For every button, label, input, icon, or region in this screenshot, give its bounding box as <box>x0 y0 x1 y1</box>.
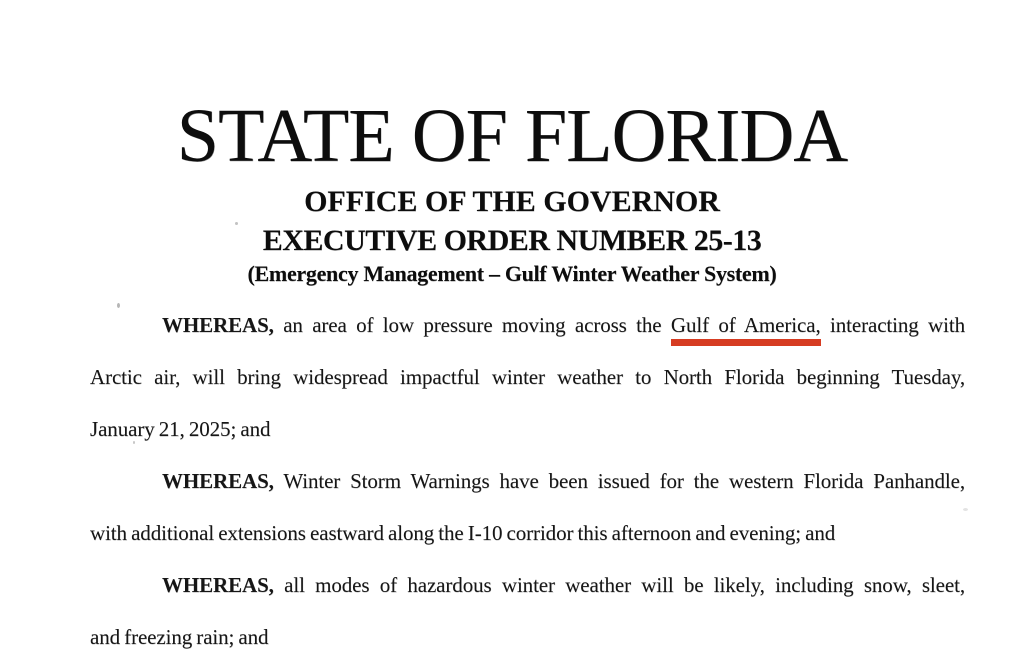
scan-speck <box>963 508 968 511</box>
scan-speck <box>133 441 135 444</box>
gulf-of-america-underlined-text: Gulf of America, <box>671 313 821 346</box>
paragraph-1-line-2 <box>90 351 965 403</box>
paragraph-3-line-1 <box>90 559 965 611</box>
paragraph-1-line-3 <box>90 403 965 455</box>
text-segment: with additional extensions eastward along the I-10 corridor this afternoon and evening; and <box>90 521 836 545</box>
paragraph-1-line-1 <box>90 299 965 351</box>
paragraph-3-line-2 <box>90 611 965 663</box>
whereas-keyword: WHEREAS, <box>162 573 274 597</box>
text-segment: Winter Storm Warnings have been issued for the western Florida Panhandle, <box>273 469 965 493</box>
office-of-governor-subtitle: OFFICE OF THE GOVERNOR <box>304 185 720 218</box>
whereas-keyword: WHEREAS, <box>162 313 274 337</box>
text-segment: an area of low pressure moving across the <box>273 313 671 337</box>
scan-speck <box>235 222 238 225</box>
document-body <box>90 299 965 663</box>
scan-speck <box>117 303 120 308</box>
paragraph-2-line-1 <box>90 455 965 507</box>
state-of-florida-title: STATE OF FLORIDA <box>176 94 848 178</box>
executive-order-number: EXECUTIVE ORDER NUMBER 25-13 <box>262 224 762 257</box>
document-header <box>0 96 1024 287</box>
whereas-keyword: WHEREAS, <box>162 469 274 493</box>
text-segment: January 21, 2025; and <box>90 417 271 441</box>
paragraph-2-line-2 <box>90 507 965 559</box>
text-segment: all modes of hazardous winter weather will be likely, including snow, sleet, <box>273 573 965 597</box>
text-segment: and freezing rain; and <box>90 625 269 649</box>
text-segment: interacting with <box>820 313 965 337</box>
text-segment: Arctic air, will bring widespread impactful winter weather to North Florida beginning Tuesday, <box>90 365 965 389</box>
order-subject-line: (Emergency Management – Gulf Winter Weather System) <box>247 261 777 286</box>
